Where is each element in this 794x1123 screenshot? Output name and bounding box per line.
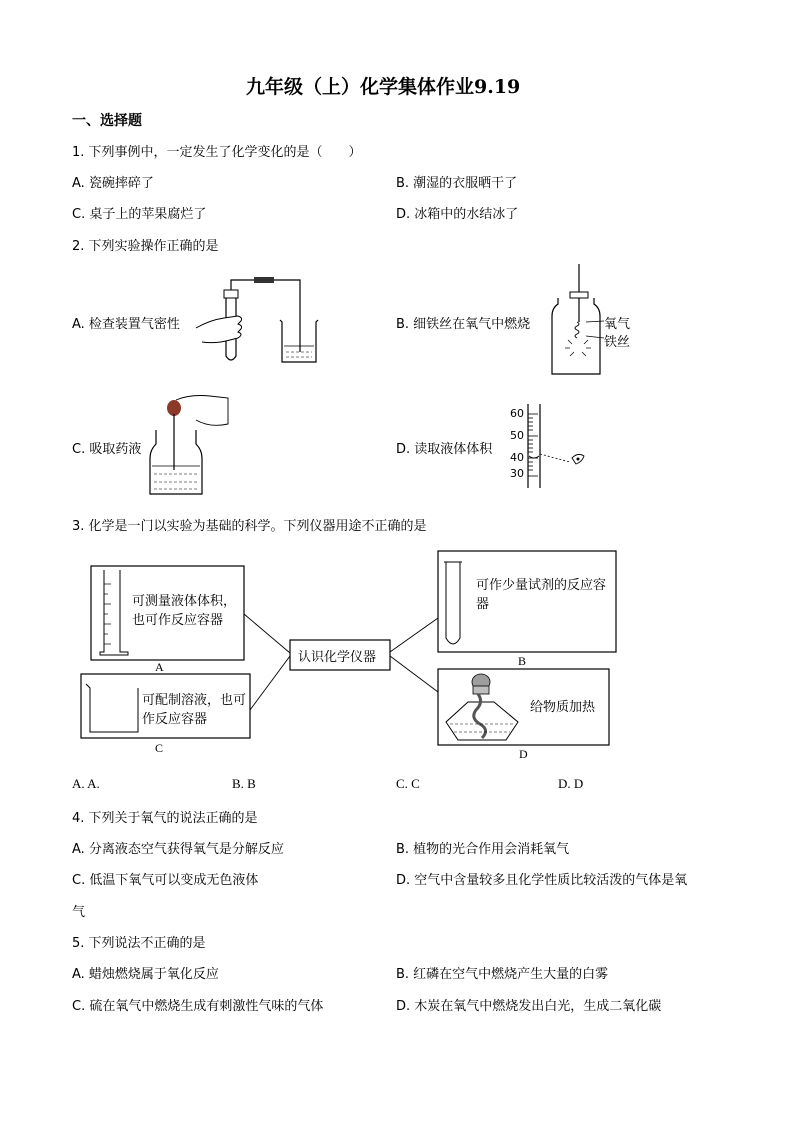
q1-option-d[interactable]: D. 冰箱中的水结冰了: [396, 207, 519, 222]
q4-option-d-wrap: 气: [72, 905, 86, 920]
q1-option-b[interactable]: B. 潮湿的衣服晒干了: [396, 176, 518, 191]
center-node-text: 认识化学仪器: [298, 650, 377, 665]
cylinder-tick-60: 60: [510, 407, 524, 420]
q2-option-b[interactable]: B. 细铁丝在氧气中燃烧: [396, 317, 531, 332]
box-a-label: A: [155, 660, 164, 674]
box-a-text: 可测量液体体积，也可作反应容器: [132, 594, 237, 628]
q1-option-a[interactable]: A. 瓷碗摔碎了: [72, 176, 154, 191]
box-d-text: 给物质加热: [530, 700, 596, 715]
question-1-stem: 1. 下列事例中，一定发生了化学变化的是（ ）: [72, 145, 362, 160]
label-iron-wire: 铁丝: [604, 335, 631, 350]
q2-option-a[interactable]: A. 检查装置气密性: [72, 317, 180, 332]
q5-option-c[interactable]: C. 硫在氧气中燃烧生成有刺激性气味的气体: [72, 999, 324, 1014]
q1-option-c[interactable]: C. 桌子上的苹果腐烂了: [72, 207, 207, 222]
q4-option-c[interactable]: C. 低温下氧气可以变成无色液体: [72, 873, 259, 888]
q4-option-b[interactable]: B. 植物的光合作用会消耗氧气: [396, 842, 570, 857]
q5-option-b[interactable]: B. 红磷在空气中燃烧产生大量的白雾: [396, 967, 609, 982]
question-4-stem: 4. 下列关于氧气的说法正确的是: [72, 811, 258, 826]
question-5-stem: 5. 下列说法不正确的是: [72, 936, 206, 951]
cylinder-tick-40: 40: [510, 451, 524, 464]
page-title: 九年级（上）化学集体作业9.19: [246, 76, 521, 98]
q2-option-d[interactable]: D. 读取液体体积: [396, 442, 493, 457]
box-d-label: D: [519, 747, 528, 761]
q5-option-a[interactable]: A. 蜡烛燃烧属于氧化反应: [72, 967, 219, 982]
q4-option-a[interactable]: A. 分离液态空气获得氧气是分解反应: [72, 842, 284, 857]
box-b-text: 可作少量试剂的反应容器: [476, 578, 607, 612]
q3-option-d[interactable]: D. D: [558, 776, 584, 791]
question-2-stem: 2. 下列实验操作正确的是: [72, 239, 219, 254]
q2-option-c[interactable]: C. 吸取药液: [72, 442, 142, 457]
section-heading: 一、选择题: [72, 113, 142, 129]
q4-option-d[interactable]: D. 空气中含量较多且化学性质比较活泼的气体是氧: [396, 873, 688, 888]
box-c-label: C: [155, 741, 164, 755]
label-oxygen: 氧气: [604, 317, 631, 332]
cylinder-tick-30: 30: [510, 467, 524, 480]
q5-option-d[interactable]: D. 木炭在氧气中燃烧发出白光，生成二氧化碳: [396, 999, 662, 1014]
q3-option-a[interactable]: A. A.: [72, 776, 100, 791]
box-c-text: 可配制溶液，也可作反应容器: [142, 693, 247, 727]
q3-option-c[interactable]: C. C: [396, 776, 420, 791]
cylinder-tick-50: 50: [510, 429, 524, 442]
q3-option-b[interactable]: B. B: [232, 776, 256, 791]
box-b-label: B: [518, 654, 527, 668]
question-3-stem: 3. 化学是一门以实验为基础的科学。下列仪器用途不正确的是: [72, 519, 427, 534]
